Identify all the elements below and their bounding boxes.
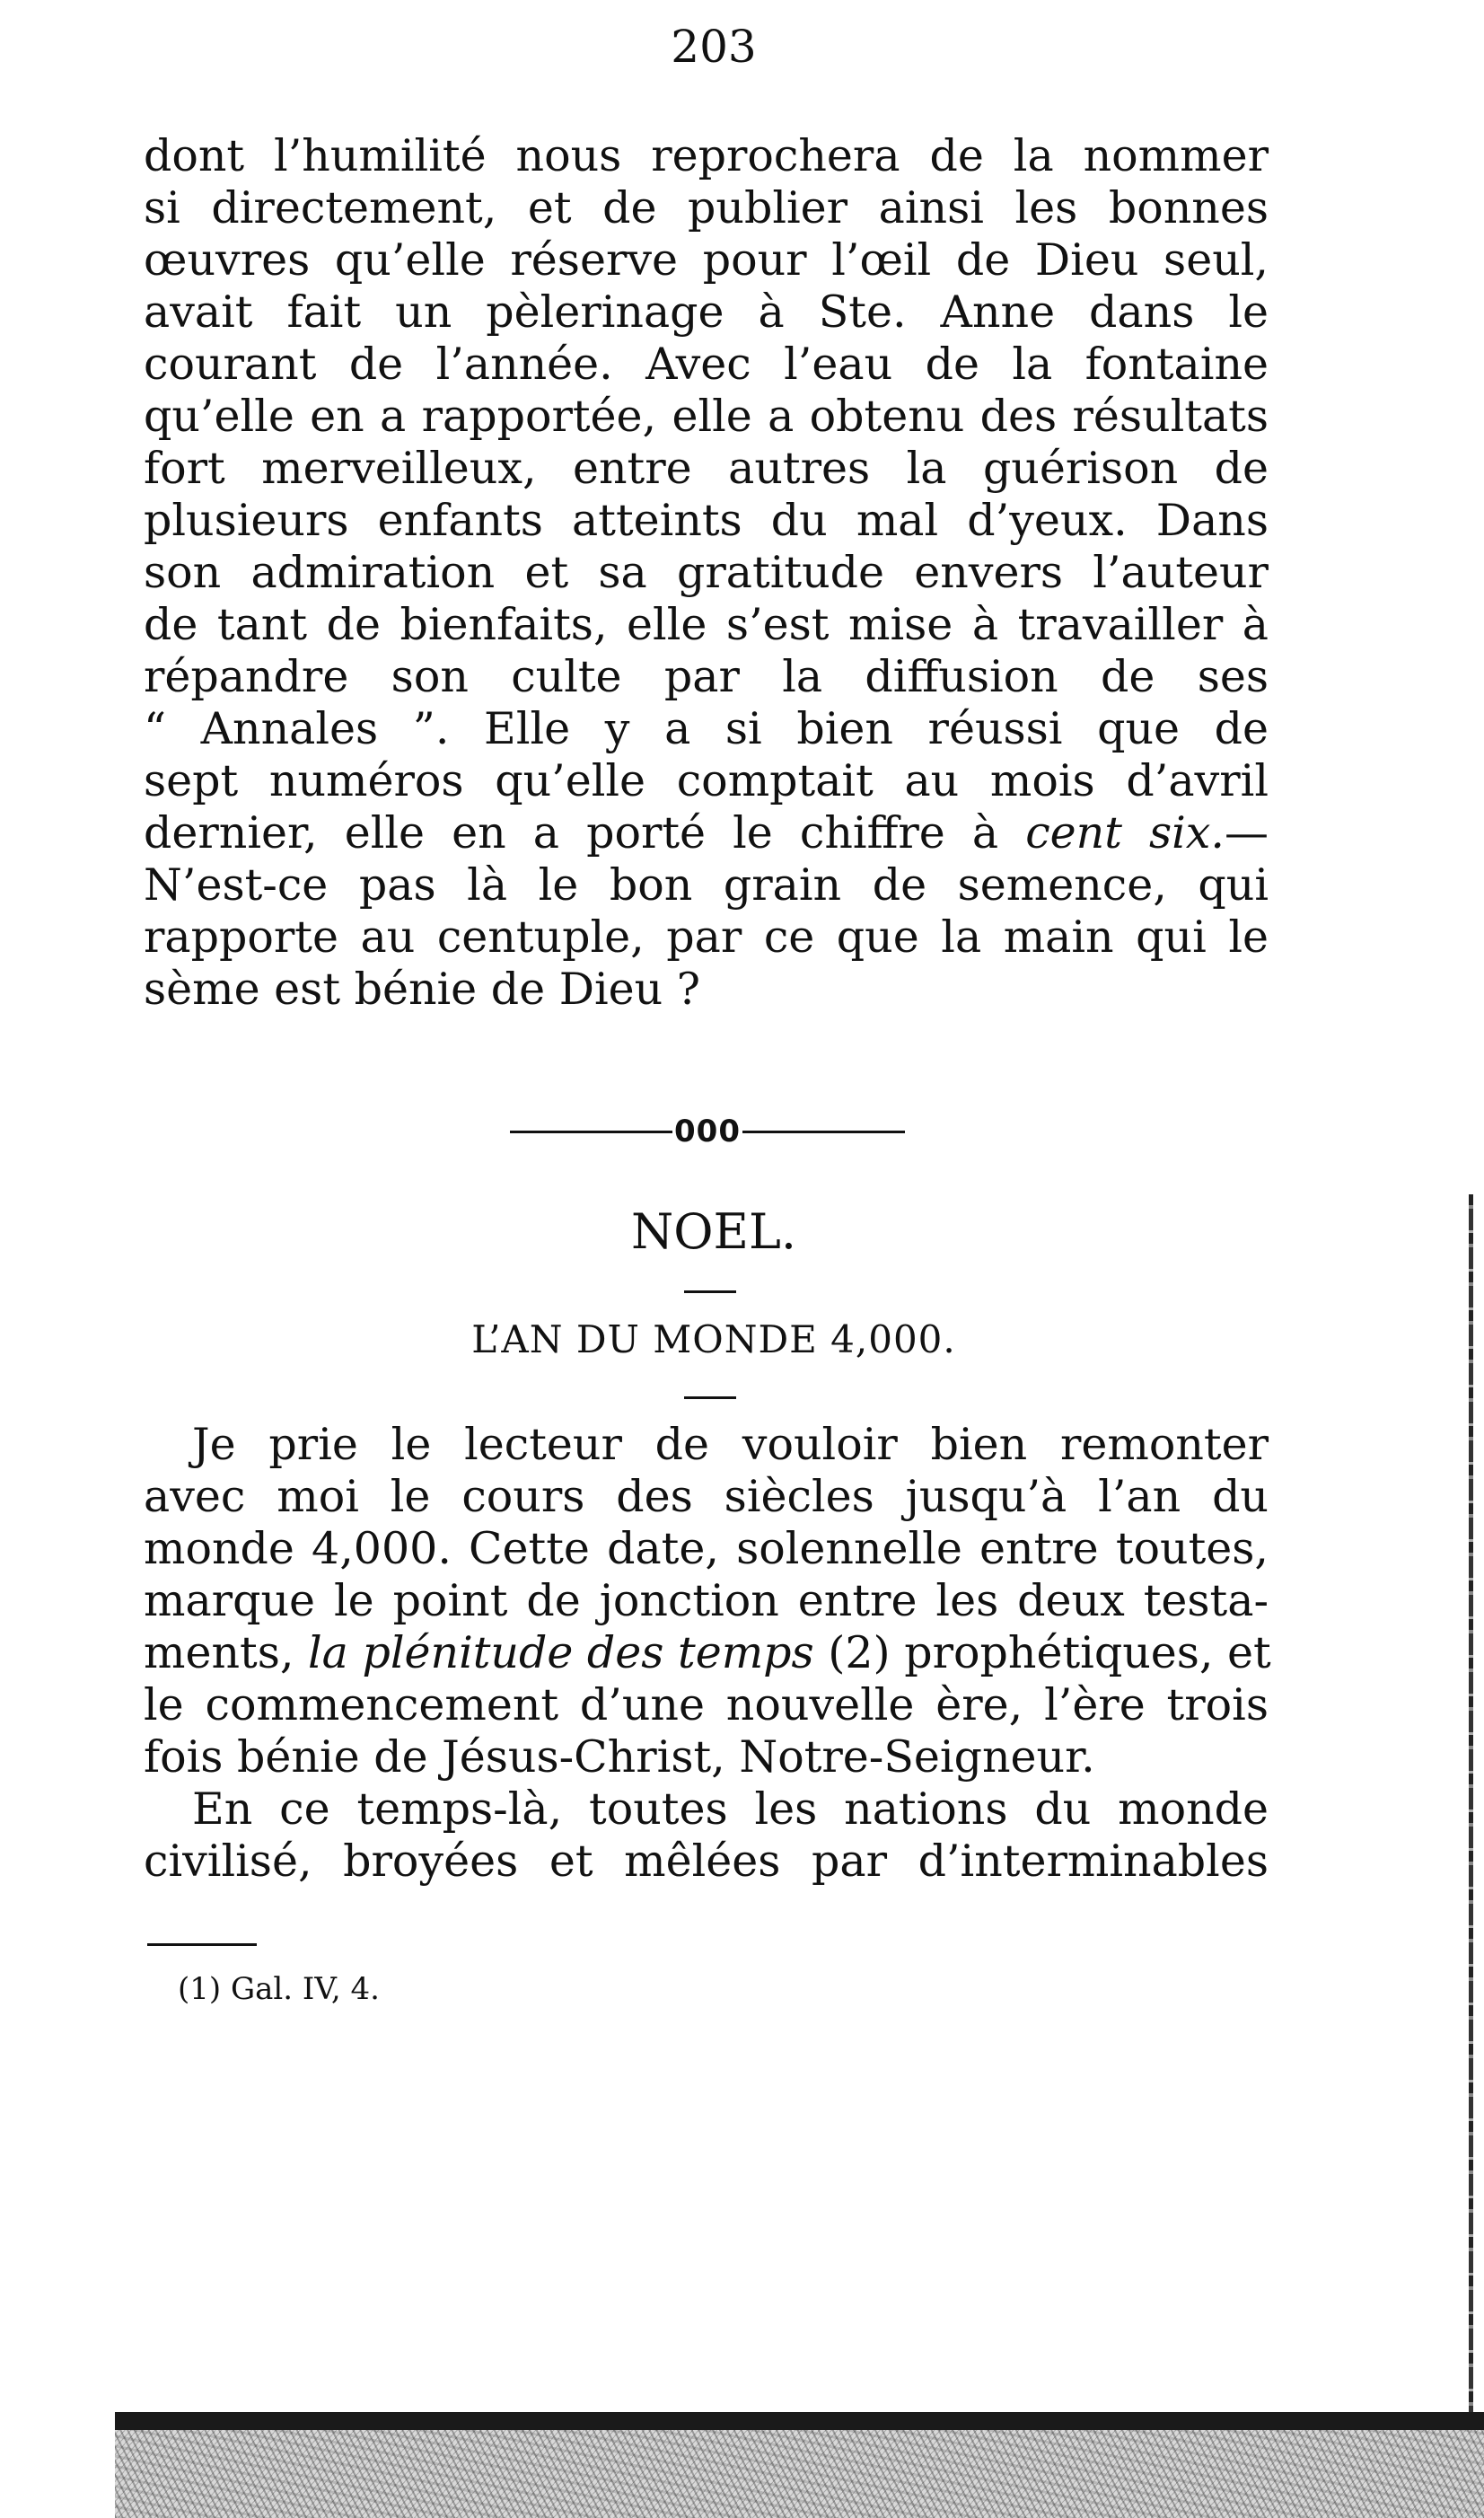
scan-edge-artifact bbox=[1469, 1194, 1473, 2425]
text-segment: (2) prophétiques, et bbox=[828, 1627, 1271, 1678]
text-line: son admiration et sa gratitude envers l’auteur bbox=[144, 547, 1269, 598]
section-subtitle: L’AN DU MONDE 4,000. bbox=[471, 1317, 956, 1361]
subtitle-rule bbox=[684, 1396, 736, 1399]
text-segment: dernier, elle en a porté le chiffre à bbox=[144, 807, 999, 858]
text-line: rapporte au centuple, par ce que la main qui le bbox=[144, 911, 1269, 963]
text-line: fois bénie de Jésus-Christ, Notre-Seigneur. bbox=[144, 1731, 1095, 1783]
text-line: “ Annales ”. Elle y a si bien réussi que de bbox=[144, 703, 1269, 754]
text-line: marque le point de jonction entre les deux testa- bbox=[144, 1575, 1269, 1626]
text-line: dont l’humilité nous reprochera de la nommer bbox=[144, 130, 1269, 181]
text-line: N’est-ce pas là le bon grain de semence, qui bbox=[144, 859, 1269, 911]
section-title: NOEL. bbox=[631, 1203, 796, 1260]
em-dash: — bbox=[1225, 807, 1269, 858]
text-line: œuvres qu’elle réserve pour l’œil de Dieu seul, bbox=[144, 234, 1269, 286]
page-number: 203 bbox=[671, 21, 757, 73]
text-line: de tant de bienfaits, elle s’est mise à travailler à bbox=[144, 599, 1269, 650]
text-line: avec moi le cours des siècles jusqu’à l’an du bbox=[144, 1471, 1269, 1522]
emphasis-cent-six: cent six. bbox=[1025, 807, 1225, 858]
text-line: sept numéros qu’elle comptait au mois d’avril bbox=[144, 755, 1269, 806]
section-separator bbox=[510, 1112, 905, 1151]
emphasis-plenitude: la plénitude des temps bbox=[308, 1627, 814, 1678]
title-rule bbox=[684, 1290, 736, 1293]
footnote-rule bbox=[147, 1943, 257, 1946]
text-line: courant de l’année. Avec l’eau de la fontaine bbox=[144, 339, 1269, 390]
text-line: répandre son culte par la diffusion de ses bbox=[144, 651, 1269, 702]
text-line: En ce temps-là, toutes les nations du monde bbox=[192, 1783, 1269, 1835]
text-line: le commencement d’une nouvelle ère, l’ère trois bbox=[144, 1679, 1269, 1730]
text-line: monde 4,000. Cette date, solennelle entre toutes, bbox=[144, 1523, 1269, 1574]
separator-rule-left bbox=[510, 1131, 672, 1133]
text-line: si directement, et de publier ainsi les bonnes bbox=[144, 182, 1269, 233]
separator-mark: 000 bbox=[674, 1114, 741, 1149]
paragraph-pilgrimage bbox=[144, 130, 1269, 1016]
text-line: fort merveilleux, entre autres la guérison de bbox=[144, 443, 1269, 494]
text-line: Je prie le lecteur de vouloir bien remonter bbox=[192, 1419, 1269, 1470]
text-line: plusieurs enfants atteints du mal d’yeux. Dans bbox=[144, 495, 1269, 546]
text-line: civilisé, broyées et mêlées par d’interminables bbox=[144, 1836, 1269, 1887]
scan-bottom-noise bbox=[115, 2430, 1484, 2518]
paragraph-noel bbox=[144, 1419, 1269, 1888]
separator-rule-right bbox=[742, 1131, 905, 1133]
scan-bottom-bar bbox=[115, 2412, 1484, 2430]
scan-bottom-artifact bbox=[115, 2412, 1484, 2518]
footnote: (1) Gal. IV, 4. bbox=[178, 1971, 380, 2007]
text-line: sème est bénie de Dieu ? bbox=[144, 964, 701, 1015]
text-line: qu’elle en a rapportée, elle a obtenu des résultats bbox=[144, 391, 1269, 442]
text-line-with-emphasis bbox=[144, 807, 1269, 859]
text-line: avait fait un pèlerinage à Ste. Anne dans le bbox=[144, 286, 1269, 338]
text-segment: ments, bbox=[144, 1627, 294, 1678]
text-line-with-emphasis bbox=[144, 1627, 1269, 1679]
